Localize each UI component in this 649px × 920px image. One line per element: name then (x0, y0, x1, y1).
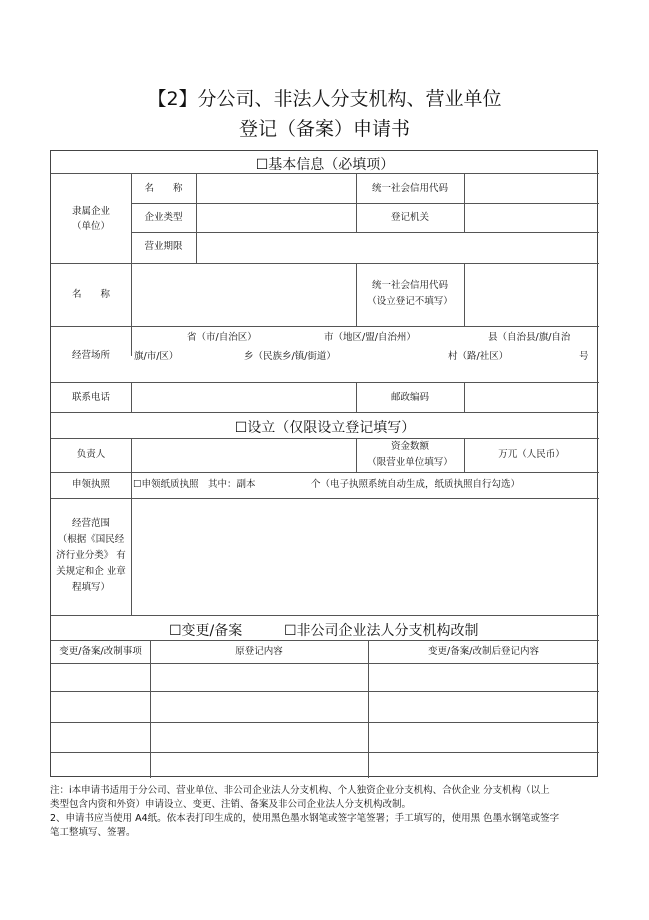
rule (51, 640, 599, 641)
rule (131, 498, 132, 615)
branch-credit-code-label: 统一社会信用代码 (371, 280, 448, 291)
license-paper-option[interactable]: ☐申领纸质执照 其中：副本 (133, 479, 256, 490)
capital-label-note: （限营业单位填写） (367, 457, 453, 468)
section-change-header: ☐变更/备案 (169, 623, 243, 639)
rule (131, 438, 132, 472)
address-town: 乡（民族乡/镇/街道） (244, 351, 336, 362)
note-line-1: 注：i本申请书适用于分公司、营业单位、非公司企业法人分支机构、个人独资企业分支机构、合伙企业 分支机构（以上 (50, 785, 550, 796)
address-county: 县（自治县/旗/自治 (488, 332, 571, 343)
rule (51, 438, 599, 439)
application-form-table (50, 150, 598, 777)
rule (51, 382, 599, 383)
parent-enterprise-label: 隶属企业 (71, 206, 110, 217)
rule (131, 203, 599, 204)
section-setup-header: ☐设立（仅限设立登记填写） (234, 420, 416, 436)
registration-authority-label: 登记机关 (390, 212, 429, 223)
branch-name-label: 名 称 (71, 289, 110, 300)
address-village: 村（路/社区） (448, 351, 509, 362)
postcode-label: 邮政编码 (390, 392, 429, 403)
rule (131, 472, 132, 498)
business-scope-note: 关规定和企 业章 (56, 566, 126, 577)
rule (51, 752, 599, 753)
note-line-3: 2、申请书应当使用 A4纸。依本表打印生成的，使用黑色墨水钢笔或签字笔签署；手工填写的，使用黑 色墨水钢笔或签字 (50, 813, 560, 824)
business-scope-label: 经营范围 (71, 518, 110, 529)
business-address-label: 经营场所 (71, 350, 110, 361)
business-scope-note: （根据《国民经 (57, 534, 125, 545)
capital-unit: 万兀（人民币） (498, 449, 565, 460)
business-scope-note: 济行业分类》 有 (56, 550, 126, 561)
note-line-4: 笔工整填写、签署。 (50, 827, 136, 838)
rule (131, 232, 599, 233)
parent-credit-code-label: 统一社会信用代码 (371, 183, 448, 194)
rule (131, 382, 132, 412)
parent-name-label: 名 称 (144, 183, 183, 194)
rule (51, 663, 599, 664)
parent-enterprise-label-sub: （单位） (71, 221, 110, 232)
capital-label: 资金数额 (390, 441, 429, 452)
license-copy-count-note: 个（电子执照系统自动生成，纸质执照自行勾选） (311, 479, 521, 490)
rule (131, 263, 132, 326)
rule (51, 472, 599, 473)
address-banner: 旗/市/区） (134, 351, 179, 362)
new-content-column-header: 变更/备案/改制后登记内容 (428, 646, 539, 657)
enterprise-type-label: 企业类型 (144, 212, 183, 223)
form-title-line2: 登记（备案）申请书 (238, 118, 410, 140)
rule (368, 640, 369, 778)
rule (51, 498, 599, 499)
rule (51, 615, 599, 616)
section-basic-info-header: ☐基本信息（必填项） (255, 157, 395, 173)
rule (51, 691, 599, 692)
rule (51, 326, 599, 327)
rule (131, 326, 132, 356)
note-line-2: 类型包含内资和外资）申请设立、变更、注销、备案及非公司企业法人分支机构改制。 (50, 799, 412, 810)
change-items-column-header: 变更/备案/改制事项 (59, 646, 142, 657)
address-city: 市（地区/盟/自治州） (324, 332, 416, 343)
business-term-label: 营业期限 (144, 241, 183, 252)
section-restructure-header: ☐非公司企业法人分支机构改制 (284, 623, 479, 639)
leader-label: 负责人 (76, 449, 106, 460)
rule (150, 640, 151, 778)
original-content-column-header: 原登记内容 (235, 646, 283, 657)
branch-credit-code-note: （设立登记不填写） (367, 296, 453, 307)
rule (464, 382, 465, 412)
rule (196, 173, 197, 263)
rule (464, 263, 465, 326)
rule (51, 412, 599, 413)
license-label: 申领执照 (71, 479, 110, 490)
address-number: 号 (579, 351, 589, 362)
phone-label: 联系电话 (71, 392, 110, 403)
form-title-line1: 【2】分公司、非法人分支机构、营业单位 (147, 88, 502, 110)
rule (51, 263, 599, 264)
rule (464, 173, 465, 233)
address-province: 省（市/自治区） (187, 332, 257, 343)
business-scope-note: 程填写） (71, 582, 110, 593)
rule (51, 722, 599, 723)
